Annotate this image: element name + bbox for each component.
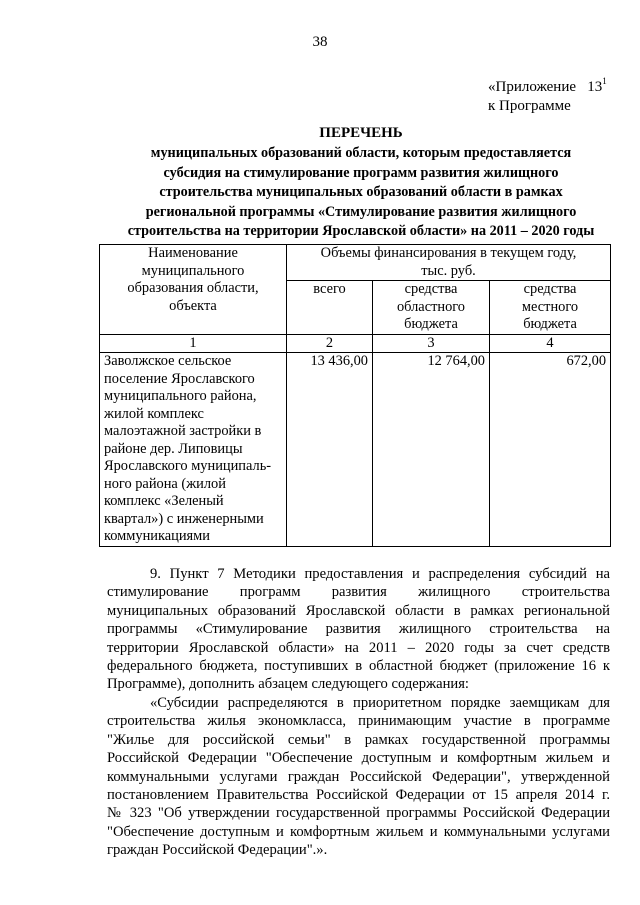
header-total: всего [287, 281, 373, 335]
appendix-label: «Приложение [488, 79, 577, 95]
paragraph-quoted [107, 694, 610, 860]
paragraph-line: «Субсидии распределяются в приоритетном порядке заемщикам для [150, 695, 610, 711]
paragraph-line: № 323 "Об утверждении государственной программы Российской Федерации [107, 805, 610, 822]
document-subtitle [96, 144, 626, 242]
appendix-line-1 [488, 72, 607, 97]
row-name-line: районе дер. Липовицы [104, 440, 243, 457]
row-name-line: Ярославского муниципаль- [104, 458, 272, 474]
row-name-line: квартал») с инженерными [104, 510, 264, 527]
header-local [490, 281, 611, 335]
paragraph-line: муниципальных образований Ярославской области в рамках региональной [107, 602, 610, 619]
row-total: 13 436,00 [287, 353, 373, 547]
subtitle-line: региональной программы «Стимулирование развития жилищного [145, 203, 577, 220]
row-name-line: муниципального района, [104, 388, 257, 404]
subtitle-line: муниципальных образований области, которым предоставляется [150, 145, 572, 161]
header-funding-line: тыс. руб. [421, 262, 476, 279]
row-name-line: малоэтажной застройки в [104, 423, 262, 439]
paragraph-line: стимулирование программ развития жилищного строительства [107, 584, 610, 601]
row-name-line: ного района (жилой [104, 475, 226, 492]
row-name-line: поселение Ярославского [104, 370, 255, 387]
paragraph-line: Программе), дополнить абзацем следующего содержания: [107, 676, 469, 693]
row-object-name [100, 353, 287, 547]
row-name-line: комплекс «Зеленый [104, 493, 224, 509]
funding-table [99, 244, 611, 547]
paragraph-line: программы «Стимулирование развития жилищного строительства на [107, 621, 610, 638]
paragraph-line: "Обеспечение доступным и комфортным жильем и коммунальными услугами [107, 823, 610, 840]
header-name-line: образования области, [127, 280, 259, 296]
row-regional: 12 764,00 [373, 353, 490, 547]
header-regional-line: областного [396, 298, 466, 315]
table-row [100, 353, 611, 547]
paragraph-line: коммунальными услугами граждан Российской Федерации", утвержденной [107, 768, 610, 785]
paragraph-line: строительства жилья экономкласса, принимающим участие в программе [107, 713, 610, 730]
paragraph-line: "Жилье для российской семьи" в рамках государственной программы [107, 731, 610, 748]
row-name-line: жилой комплекс [104, 405, 204, 422]
row-name-line: Заволжское сельское [104, 353, 232, 369]
column-number: 3 [373, 334, 490, 353]
document-title: ПЕРЕЧЕНЬ [319, 125, 403, 141]
subtitle-line: субсидия на стимулирование программ развития жилищного [163, 164, 559, 181]
paragraph-line: граждан Российской Федерации".». [107, 842, 328, 859]
header-local-line: местного [521, 298, 579, 315]
column-number: 1 [100, 334, 287, 353]
header-regional [373, 281, 490, 335]
appendix-line-2: к Программе [488, 98, 571, 114]
header-local-line: средства [523, 281, 577, 297]
header-funding [287, 245, 611, 281]
header-local-line: бюджета [523, 316, 577, 332]
page-number: 38 [312, 34, 328, 50]
appendix-superscript: 1 [602, 76, 607, 86]
paragraph-line: территории Ярославской области» на 2011 – 2020 годы за счет средств [107, 639, 610, 656]
paragraph-amendment [107, 565, 610, 694]
table-column-numbers-row [100, 334, 611, 353]
header-regional-line: бюджета [404, 316, 458, 332]
column-number: 4 [490, 334, 611, 353]
appendix-number: 13 [587, 79, 603, 95]
header-name-line: объекта [169, 297, 217, 314]
column-number: 2 [287, 334, 373, 353]
paragraph-line: Российской Федерации "Обеспечение доступным и комфортным жильем и [107, 750, 610, 767]
row-local: 672,00 [490, 353, 611, 547]
subtitle-line: строительства на территории Ярославской области» на 2011 – 2020 годы [127, 223, 595, 239]
paragraph-line: 9. Пункт 7 Методики предоставления и распределения субсидий на [150, 566, 610, 582]
row-name-line: коммуникациями [104, 528, 210, 544]
header-name-line: муниципального [141, 262, 245, 279]
header-regional-line: средства [404, 281, 458, 297]
paragraph-line: федерального бюджета, поступивших в областной бюджет (приложение 16 к [107, 658, 610, 675]
subtitle-line: строительства муниципальных образований области в рамках [159, 184, 563, 200]
appendix-reference [488, 72, 607, 116]
header-funding-line: Объемы финансирования в текущем году, [320, 245, 577, 261]
paragraph-line: постановлением Правительства Российской Федерации от 15 апреля 2014 г. [107, 787, 610, 804]
table-header-row [100, 245, 611, 281]
header-name [100, 245, 287, 335]
header-name-line: Наименование [148, 245, 238, 261]
